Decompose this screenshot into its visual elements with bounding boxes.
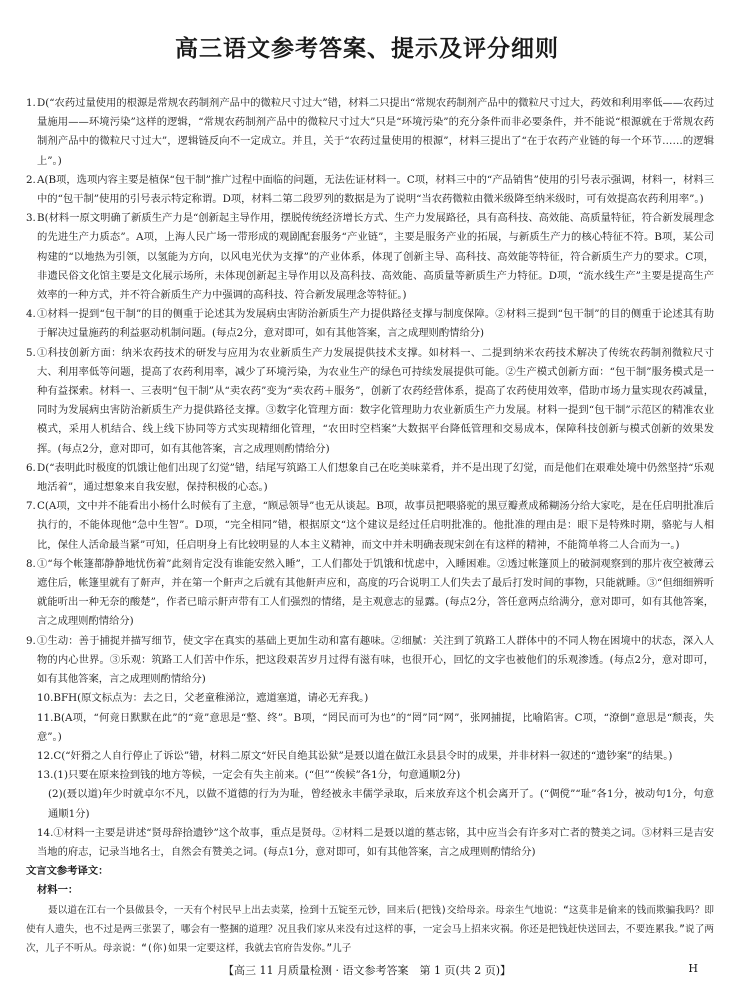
answer-number: 4. (26, 308, 36, 321)
answer-item (26, 555, 714, 632)
footer-text: 【高三 11 月质量检测 · 语文参考答案 第 1 页(共 2 页)】 (222, 964, 512, 977)
translation-text: 聂以道在江右一个县做县令，一天有个村民早上出去卖菜，捡到十五锭至元钞，回来后(把钱)交给母亲。母亲生气地说：“这莫非是偷来的钱而欺骗我吗？即使有人遗失，也不过是两三张罢了，哪会有一整捆的道理？况且我们家从来没有过这样的事，一定会马上招来灾祸。你还是把钱赶快送回去，不要连累我。”说了两次，儿子不听从。母亲说：“(你)如果一定要这样，我就去官府告发你。”儿子 (26, 904, 714, 954)
answer-text: B(A项，“何竟日默默在此”的“竟”意思是“整、终”。B项，“罔民而可为也”的“罔”同“网”，张网捕捉，比喻陷害。C项，“潦倒”意思是“颓丧，失意”。) (37, 711, 714, 743)
answer-number: 3. (26, 212, 36, 225)
answer-number: 11. (37, 711, 54, 724)
answer-number: 10. (37, 692, 54, 705)
answer-number: 13. (37, 769, 54, 782)
answer-item (26, 305, 714, 343)
page-footer (0, 962, 734, 978)
answer-number: 6. (26, 461, 36, 474)
answer-item (26, 497, 714, 555)
answer-text: C(“奸猾之人自行停止了诉讼”错，材料二原文“奸民自绝其讼狱”是聂以道在做江永县县令时的成果，并非材料一叙述的“遗钞案”的结果。) (53, 749, 673, 762)
answer-item (26, 747, 714, 766)
answer-text: (1)只要在原来捡到钱的地方等候，一定会有失主前来。(“但”“俟候”各1分，句意通顺2分) (53, 769, 461, 782)
answer-subtext: (2)(聂以道)年少时就卓尔不凡，以做不道德的行为为耻，曾经被永丰儒学录取，后来放弃这个机会离开了。(“倜傥”“耻”各1分，被动句1分，句意通顺1分) (48, 788, 714, 820)
answer-text: ①材料一提到“包干制”的目的侧重于论述其为发展病虫害防治新质生产力提供路径支撑与制度保障。②材料三提到“包干制”的目的侧重于论述其有助于解决过量施药的利益驱动机制问题。(每点2分，意对即可，如有其他答案，言之成理则酌情给分) (37, 308, 714, 340)
answer-text: ①“每个帐篷都静静地忧伤着”此刻肯定没有谁能安然入睡”，工人们都处于饥饿和忧虑中，入睡困难。②透过帐篷顶上的破洞观察到的那片夜空被薄云遮住后，帐篷里就有了鼾声，并在第一个鼾声之后就有其他鼾声应和，高度的巧合说明工人们失去了最后打发时间的事物，只能就睡。③“但细细辨听就能听出一种无奈的酸楚”，作者已暗示鼾声带有工人们强烈的情绪，是主观意志的显露。(每点2分，答任意两点给满分，意对即可，如有其他答案，言之成理则酌情给分) (37, 557, 714, 628)
answer-text: ①材料一主要是讲述“贤母辞拾遗钞”这个故事，重点是贤母。②材料二是聂以道的墓志铭，其中应当会有许多对亡者的赞美之词。③材料三是吉安当地的府志，记录当地名士，自然会有赞美之词。(每点1分，意对即可，如有其他答案，言之成理则酌情给分) (37, 826, 714, 858)
answer-text: BFH(原文标点为：去之日，父老童稚涕泣，遮道塞道，请必无弃我。) (53, 692, 369, 705)
answer-text: ①生动：善于捕捉并描写细节，使文字在真实的基础上更加生动和富有趣味。②细腻：关注到了筑路工人群体中的不同人物在困境中的状态，深入人物的内心世界。③乐观：筑路工人们苦中作乐，把这段艰苦岁月过得有滋有味，也很开心，回忆的文字也被他们的乐观渗透。(每点2分，意对即可，如有其他答案，言之成理则酌情给分) (37, 634, 714, 686)
answer-text: B(材料一原文明确了新质生产力是“创新起主导作用，摆脱传统经济增长方式、生产力发展路径，具有高科技、高效能、高质量特征，符合新发展理念的先进生产力质态”。A项，上海人民广场一带形成的观剧配套服务“产业链”，主要是服务产业的拓展，与新质生产力的核心特征不符。B项，某公司构建的“以地热为引领，以氢能为方向，以风电光伏为支撑”的产业体系，体现了创新主导、高科技、高效能等特征，符合新质生产力的要求。C项，非遗民俗文化馆主要是文化展示场所，未体现创新起主导作用以及高科技、高效能、高质量等新质生产力特征。D项，“流水线生产”主要是提高生产效率的一种方式，并不符合新质生产力中强调的高科技、符合新发展理念等特征。) (37, 212, 714, 302)
answer-text: D(“表明此时极度的饥饿让他们出现了幻觉”错，结尾写筑路工人们想象自己在吃美味菜肴，并不是出现了幻觉，而是他们在艰难处境中仍然坚持“乐观地活着”，通过想象来自我安慰，保持积极的心态。) (37, 461, 714, 494)
answer-item (26, 689, 714, 708)
answer-text: D(“农药过量使用的根源是常规农药制剂产品中的微粒尺寸过大”错，材料二只提出“常规农药制剂产品中的微粒尺寸过大，药效和利用率低——农药过量施用——环境污染”这样的逻辑，“常规农药制剂产品中的微粒尺寸过大”只是“环境污染”的充分条件而非必要条件，并不能说“根源就在于常规农药制剂产品中的微粒尺寸过大”，逻辑链反向不一定成立。并且，关于“农药过量使用的根源”，材料三提出了“在于农药产业链的每一个环节……的逻辑上”。) (37, 97, 714, 167)
answer-number: 14. (37, 826, 54, 839)
answer-text: A(B项，选项内容主要是植保“包干制”推广过程中面临的问题，无法佐证材料一。C项，材料三中的“产品销售”使用的引号表示强调，材料一，材料三中的“包干制”使用的引号表示特定称谓。D项，材料二第二段罗列的数据是为了说明“当农药微粒由微米级降至纳米级时，可有效提高农药利用率”。) (37, 173, 714, 206)
answer-item (26, 209, 714, 305)
answer-number: 1. (26, 97, 36, 109)
answer-number: 2. (26, 173, 36, 186)
answer-text: C(A项，文中并不能看出小杨什么时候有了主意，“顾忌领导”也无从谈起。B项，故事员把喂骆驼的黑豆瓣煮成稀糊汤分给大家吃，是在任启明批准后执行的，不能体现他“急中生智”。D项，“完全相同”错，根据原文“这个建议是经过任启明批准的。他批准的理由是：眼下是特殊时期，骆驼与人相比，保住人活命最当紧”可知，任启明身上有比较明显的人本主义精神，而文中并未明确表现宋剑在有这样的精神，不能简单将二人合而为一。) (37, 500, 714, 551)
translation-subheading: 材料一： (37, 884, 79, 897)
page-title: 高三语文参考答案、提示及评分细则 (175, 36, 559, 62)
footer-code: H (688, 962, 698, 975)
answer-text: ①科技创新方面：纳米农药技术的研发与应用为农业新质生产力发展提供技术支撑。如材料一、二提到纳米农药技术解决了传统农药制剂微粒尺寸大、利用率低等问题，提高了农药利用率，减少了环境污染，为农业生产的绿色可持续发展提供可能。②生产模式创新方面：“包干制”服务模式是一种有益探索。材料一、三表明“包干制”从“卖农药”变为“卖农药＋服务”，创新了农药经营体系，提高了农药使用效率，借助市场力量实现农药减量，同时为发展病虫害防治新质生产力提供路径支撑。③数字化管理方面：数字化管理助力农业新质生产力发展。材料一提到“包干制”示范区的精准农业模式，采用人机结合、线上线下协同等方式实现精细化管理，“农田时空档案”大数据平台降低管理和交易成本，保障科技创新与模式创新的效果发挥。(每点2分，意对即可，如有其他答案，言之成理则酌情给分) (37, 346, 714, 455)
answer-item (26, 344, 714, 459)
answer-number: 8. (26, 557, 36, 570)
answer-number: 9. (26, 634, 36, 647)
answer-number: 12. (37, 749, 54, 762)
answer-item (26, 171, 714, 209)
answer-item (26, 94, 714, 171)
answer-item (26, 632, 714, 690)
answer-number: 7. (26, 500, 36, 513)
answer-item (26, 824, 714, 862)
translation-heading: 文言文参考译文： (26, 865, 109, 878)
answer-content (26, 94, 714, 958)
answer-item (26, 766, 714, 824)
answer-item (26, 459, 714, 497)
answer-item (26, 709, 714, 747)
answer-number: 5. (26, 346, 36, 359)
